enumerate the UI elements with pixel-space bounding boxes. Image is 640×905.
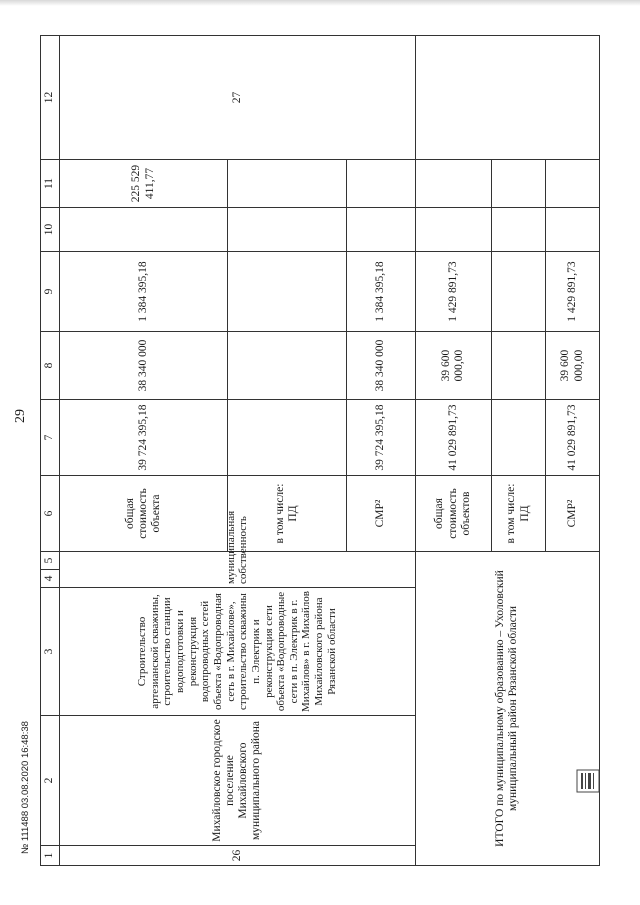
value-cell	[346, 160, 415, 208]
value-cell	[228, 400, 347, 476]
column-number-row	[41, 36, 60, 866]
value-cell: 39 600 000,00	[415, 332, 492, 400]
sub-label: общая стоимость объектов	[415, 476, 492, 552]
col12-value: 27	[60, 36, 416, 160]
data-table	[40, 35, 600, 866]
total-row	[415, 36, 492, 866]
col-header: 8	[41, 332, 60, 400]
sub-label: в том числе: ПД	[492, 476, 546, 552]
value-cell: 225 529 411,77	[60, 160, 228, 208]
value-cell	[228, 252, 347, 332]
row-number: 26	[60, 846, 416, 866]
document-footer: № 111488 03.08.2020 16:48:38	[20, 721, 31, 854]
col-header: 6	[41, 476, 60, 552]
col12-empty	[415, 36, 599, 160]
value-cell	[492, 160, 546, 208]
ownership-cell: муниципальная собственность	[60, 552, 416, 588]
value-cell	[492, 332, 546, 400]
value-cell: 1 429 891,73	[546, 252, 600, 332]
value-cell: 39 600 000,00	[546, 332, 600, 400]
value-cell	[415, 208, 492, 252]
barcode-stamp-icon	[575, 768, 601, 794]
value-cell: 38 340 000	[60, 332, 228, 400]
object-cell: Строительство артезианской скважины, строительство станции водоподготовки и реконструкция водопроводных сетей объекта «Водопроводная сеть в г. Михайлове», строительство скважины п. Электрик и реконструкция сети объекта «Водопроводные сети в п. Электрик в г. Михайлов» в г. Михайлов Михайловского района Рязанской области	[60, 588, 416, 716]
sub-label: общая стоимость объекта	[60, 476, 228, 552]
value-cell	[492, 400, 546, 476]
value-cell	[60, 208, 228, 252]
value-cell	[546, 160, 600, 208]
value-cell: 39 724 395,18	[60, 400, 228, 476]
rotated-table-container	[40, 36, 600, 866]
value-cell: 41 029 891,73	[546, 400, 600, 476]
value-cell: 1 384 395,18	[60, 252, 228, 332]
col-header: 1	[41, 846, 60, 866]
col-header: 11	[41, 160, 60, 208]
value-cell: 38 340 000	[346, 332, 415, 400]
table-row	[60, 36, 228, 866]
col-header: 3	[41, 588, 60, 716]
value-cell	[228, 160, 347, 208]
value-cell	[228, 332, 347, 400]
col-header: 4	[41, 570, 60, 588]
value-cell: 1 384 395,18	[346, 252, 415, 332]
value-cell: 41 029 891,73	[415, 400, 492, 476]
total-label: ИТОГО по муниципальному образованию – Ухоловский муниципальный район Рязанской области	[415, 552, 599, 866]
value-cell	[346, 208, 415, 252]
page-number: 29	[13, 409, 28, 423]
sub-label: СМР²	[346, 476, 415, 552]
scan-edge	[0, 0, 640, 6]
col-header: 5	[41, 552, 60, 570]
col-header: 2	[41, 716, 60, 846]
value-cell	[546, 208, 600, 252]
value-cell	[492, 252, 546, 332]
value-cell: 1 429 891,73	[415, 252, 492, 332]
col-header: 7	[41, 400, 60, 476]
col-header: 9	[41, 252, 60, 332]
col-header: 12	[41, 36, 60, 160]
sub-label: в том числе: ПД	[228, 476, 347, 552]
value-cell	[492, 208, 546, 252]
sub-label: СМР²	[546, 476, 600, 552]
value-cell: 39 724 395,18	[346, 400, 415, 476]
value-cell	[415, 160, 492, 208]
col-header: 10	[41, 208, 60, 252]
settlement-cell: Михайловское городское поселение Михайловского муниципального района	[60, 716, 416, 846]
value-cell	[228, 208, 347, 252]
